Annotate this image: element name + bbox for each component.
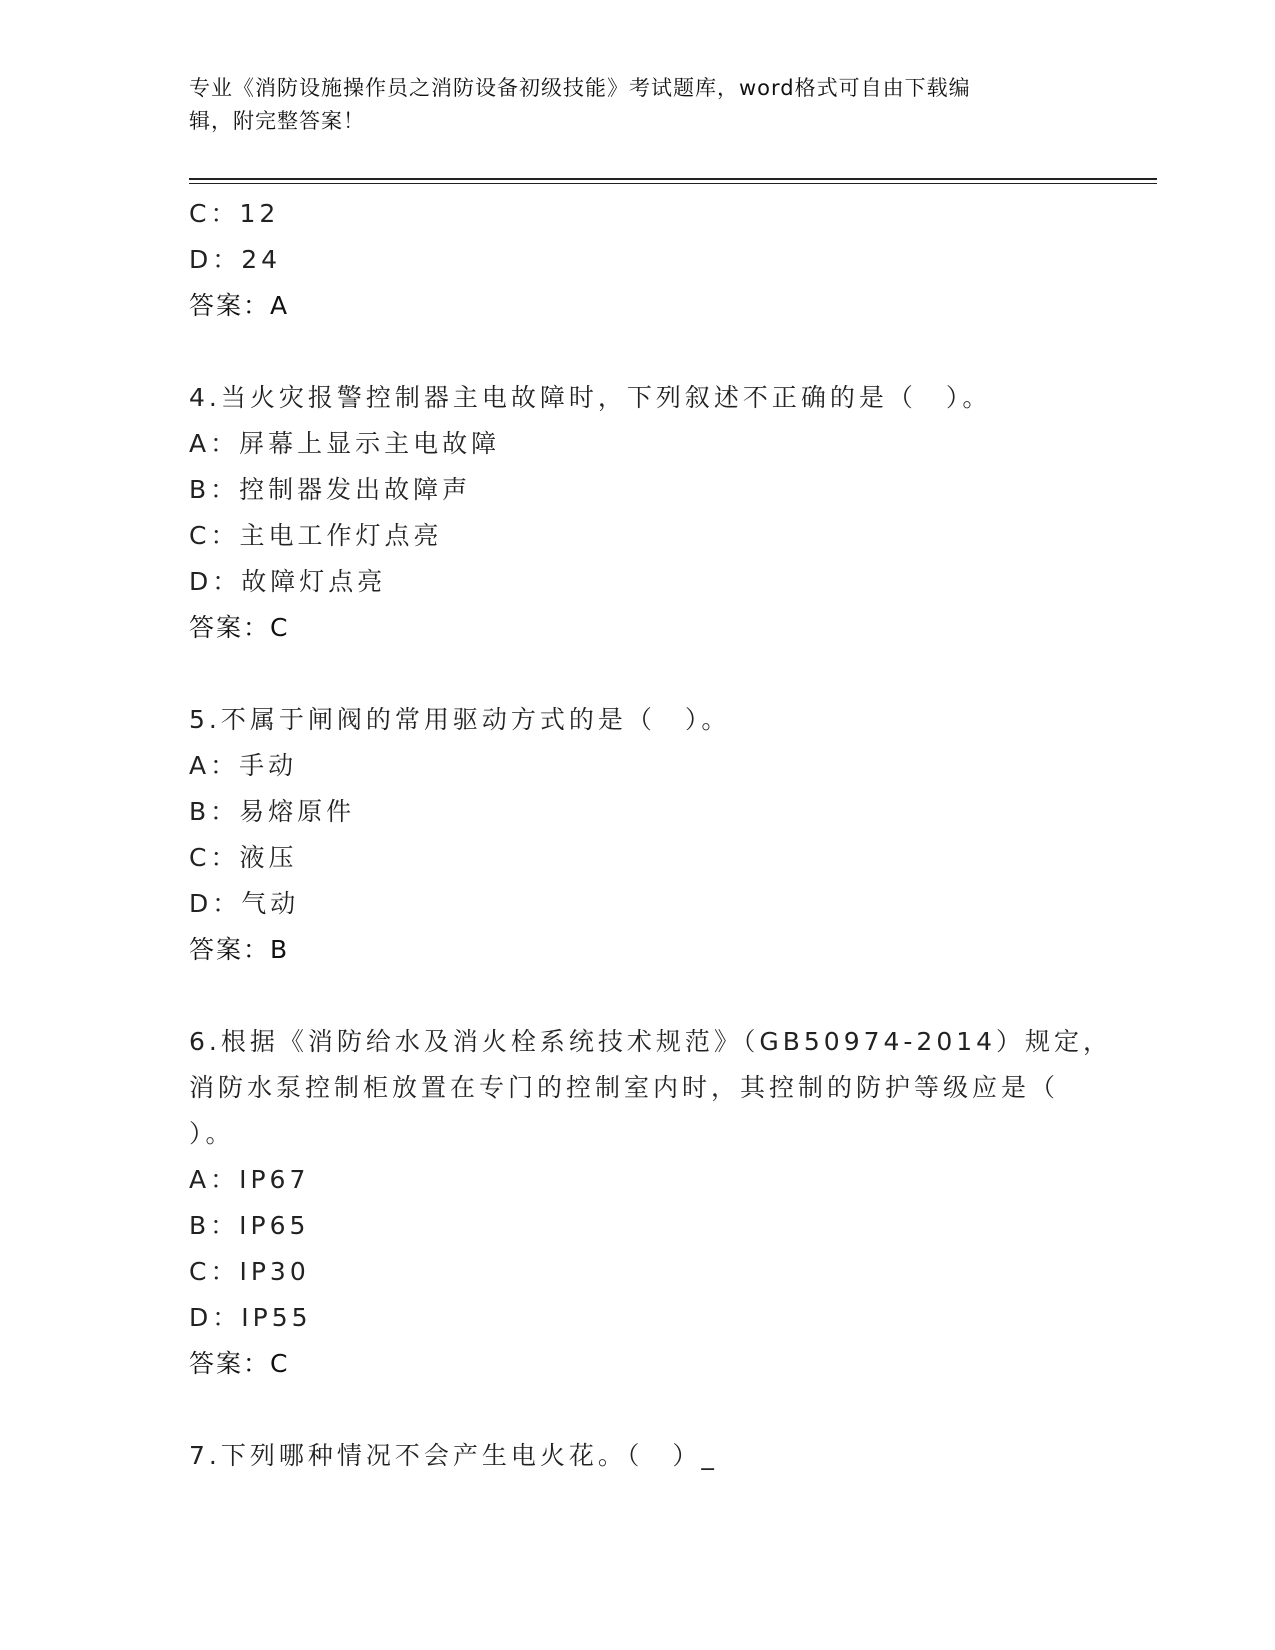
option-letter: D： xyxy=(189,1303,242,1332)
option-text: 主电工作灯点亮 xyxy=(239,521,443,550)
header-line-2: 辑，附完整答案！ xyxy=(189,109,365,133)
option-text: 液压 xyxy=(239,843,298,872)
question-stem: 7.下列哪种情况不会产生电火花。（ ）_ xyxy=(189,1441,718,1470)
option-letter: D： xyxy=(189,889,242,918)
option-row xyxy=(189,1203,1089,1249)
option-text: IP30 xyxy=(239,1257,310,1286)
option-row xyxy=(189,789,1089,835)
option-letter: A： xyxy=(189,1165,240,1194)
option-letter: D： xyxy=(189,567,242,596)
option-letter: B： xyxy=(189,475,240,504)
answer-line: 答案：C xyxy=(189,1349,290,1378)
option-letter: C： xyxy=(189,1257,240,1286)
option-text: IP65 xyxy=(239,1211,310,1240)
question-list xyxy=(189,191,1113,1479)
option-row xyxy=(189,421,1089,467)
question-stem: 5.不属于闸阀的常用驱动方式的是（ ）。 xyxy=(189,705,731,734)
option-row xyxy=(189,467,1089,513)
option-text: 气动 xyxy=(241,889,300,918)
answer-line: 答案：A xyxy=(189,291,290,320)
question-block-3 xyxy=(189,191,1089,329)
option-letter: A： xyxy=(189,751,240,780)
question-block-6 xyxy=(189,1019,1113,1387)
spacer xyxy=(189,651,1089,697)
header-divider-thin xyxy=(189,183,1157,184)
option-row xyxy=(189,881,1089,927)
question-stem: 4.当火灾报警控制器主电故障时，下列叙述不正确的是（ ）。 xyxy=(189,383,992,412)
question-stem: 6.根据《消防给水及消火栓系统技术规范》（GB50974-2014）规定， xyxy=(189,1027,1113,1056)
spacer xyxy=(189,973,1089,1019)
option-text: IP67 xyxy=(239,1165,310,1194)
option-row xyxy=(189,513,1089,559)
option-letter: D： xyxy=(189,245,242,274)
option-letter: A： xyxy=(189,429,240,458)
document-header xyxy=(189,72,1089,138)
question-block-4 xyxy=(189,375,1089,651)
question-stem: 消防水泵控制柜放置在专门的控制室内时，其控制的防护等级应是（ xyxy=(189,1073,1060,1102)
spacer xyxy=(189,1387,1089,1433)
option-row xyxy=(189,559,1089,605)
option-letter: C： xyxy=(189,199,240,228)
option-letter: C： xyxy=(189,521,240,550)
option-row xyxy=(189,1157,1089,1203)
option-text: 故障灯点亮 xyxy=(241,567,387,596)
option-letter: C： xyxy=(189,843,240,872)
option-text: 控制器发出故障声 xyxy=(239,475,472,504)
header-line-1: 专业《消防设施操作员之消防设备初级技能》考试题库，word格式可自由下载编 xyxy=(189,76,971,100)
option-row xyxy=(189,1249,1089,1295)
question-block-5 xyxy=(189,697,1089,973)
option-text: 易熔原件 xyxy=(239,797,356,826)
option-row xyxy=(189,1295,1089,1341)
question-stem: ）。 xyxy=(189,1119,235,1148)
spacer xyxy=(189,329,1089,375)
answer-line: 答案：B xyxy=(189,935,290,964)
option-row xyxy=(189,191,1089,237)
option-row xyxy=(189,835,1089,881)
option-row xyxy=(189,237,1089,283)
option-text: 手动 xyxy=(239,751,298,780)
option-letter: B： xyxy=(189,797,240,826)
option-letter: B： xyxy=(189,1211,240,1240)
option-row xyxy=(189,743,1089,789)
header-divider-thick xyxy=(189,178,1157,180)
option-text: 24 xyxy=(241,245,282,274)
option-text: IP55 xyxy=(241,1303,312,1332)
answer-line: 答案：C xyxy=(189,613,290,642)
question-block-7 xyxy=(189,1433,1089,1479)
option-text: 屏幕上显示主电故障 xyxy=(239,429,501,458)
option-text: 12 xyxy=(239,199,280,228)
